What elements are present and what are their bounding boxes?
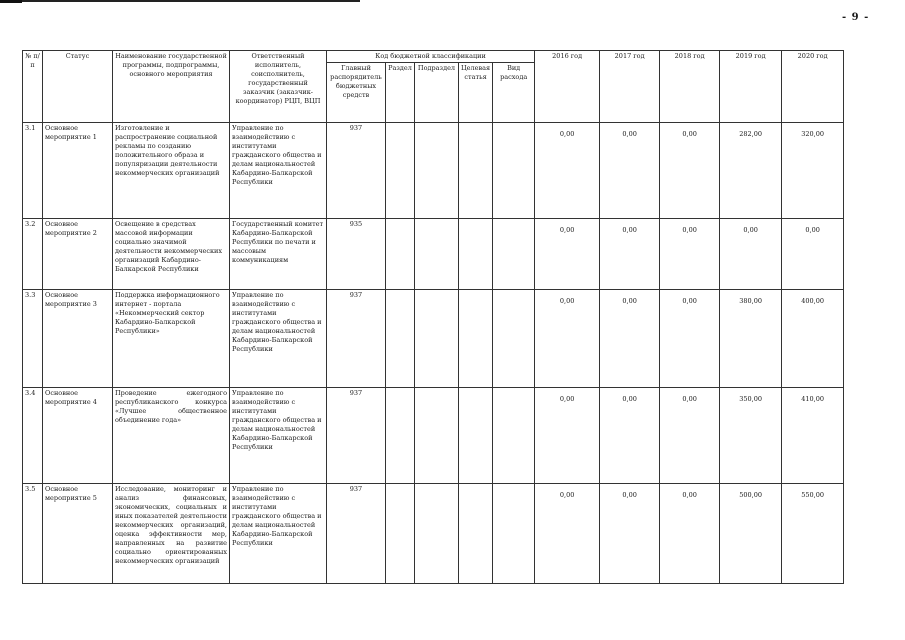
row-value-2018: 0,00 — [660, 290, 720, 388]
row-value-2020: 320,00 — [782, 123, 844, 219]
row-grbs: 937 — [327, 290, 386, 388]
row-num: 3.5 — [23, 484, 43, 584]
row-target — [459, 123, 493, 219]
row-responsible: Управление по взаимодействию с институтами гражданского общества и делам национальностей Кабардино-Балкарской Республики — [230, 123, 327, 219]
row-grbs: 935 — [327, 219, 386, 290]
row-responsible: Государственный комитет Кабардино-Балкарской Республики по печати и массовым коммуникациям — [230, 219, 327, 290]
budget-table — [22, 50, 844, 584]
table-row — [23, 484, 844, 584]
row-status: Основное мероприятие 2 — [43, 219, 113, 290]
row-value-2016: 0,00 — [535, 290, 600, 388]
row-value-2016: 0,00 — [535, 388, 600, 484]
row-value-2016: 0,00 — [535, 484, 600, 584]
header-name: Наименование государственной программы, подпрограммы, основного мероприятия — [113, 51, 230, 123]
row-expense — [493, 219, 535, 290]
row-grbs: 937 — [327, 484, 386, 584]
row-num: 3.3 — [23, 290, 43, 388]
row-value-2020: 400,00 — [782, 290, 844, 388]
scan-edge-line — [0, 0, 360, 2]
row-responsible: Управление по взаимодействию с институтами гражданского общества и делам национальностей Кабардино-Балкарской Республики — [230, 388, 327, 484]
row-name: Исследование, мониторинг и анализ финансовых, экономических, социальных и иных показателей деятельности некоммерческих организаций, оценка эффективности мер, направленных на развитие социально ориентированных некоммерческих организаций — [113, 484, 230, 584]
row-status: Основное мероприятие 3 — [43, 290, 113, 388]
row-value-2017: 0,00 — [600, 290, 660, 388]
row-subsection — [415, 388, 459, 484]
row-responsible: Управление по взаимодействию с институтами гражданского общества и делам национальностей Кабардино-Балкарской Республики — [230, 290, 327, 388]
row-grbs: 937 — [327, 388, 386, 484]
header-expense: Вид расхода — [493, 63, 535, 123]
row-status: Основное мероприятие 5 — [43, 484, 113, 584]
header-year-2018: 2018 год — [660, 51, 720, 123]
header-responsible: Ответственный исполнитель, соисполнитель, государственный заказчик (заказчик-координатор) РЦП, ВЦП — [230, 51, 327, 123]
table-row — [23, 123, 844, 219]
scan-edge-mark — [0, 0, 22, 3]
row-value-2020: 410,00 — [782, 388, 844, 484]
row-value-2018: 0,00 — [660, 484, 720, 584]
row-num: 3.2 — [23, 219, 43, 290]
row-section — [386, 484, 415, 584]
row-value-2020: 0,00 — [782, 219, 844, 290]
row-expense — [493, 123, 535, 219]
row-responsible: Управление по взаимодействию с институтами гражданского общества и делам национальностей Кабардино-Балкарской Республики — [230, 484, 327, 584]
row-value-2019: 380,00 — [720, 290, 782, 388]
row-value-2017: 0,00 — [600, 123, 660, 219]
header-section: Раздел — [386, 63, 415, 123]
page-number: - 9 - — [842, 12, 870, 23]
header-year-2017: 2017 год — [600, 51, 660, 123]
row-status: Основное мероприятие 4 — [43, 388, 113, 484]
row-section — [386, 123, 415, 219]
row-name: Проведение ежегодного республиканского конкурса «Лучшее общественное объединение года» — [113, 388, 230, 484]
row-name: Освещение в средствах массовой информации социально значимой деятельности некоммерческих организаций Кабардино-Балкарской Республики — [113, 219, 230, 290]
row-subsection — [415, 123, 459, 219]
row-target — [459, 484, 493, 584]
header-target: Целевая статья — [459, 63, 493, 123]
row-subsection — [415, 484, 459, 584]
row-value-2019: 282,00 — [720, 123, 782, 219]
row-expense — [493, 388, 535, 484]
row-section — [386, 219, 415, 290]
row-status: Основное мероприятие 1 — [43, 123, 113, 219]
row-name: Изготовление и распространение социальной рекламы по созданию положительного образа и популяризации деятельности некоммерческих организаций — [113, 123, 230, 219]
row-value-2017: 0,00 — [600, 388, 660, 484]
header-num: № п/п — [23, 51, 43, 123]
row-section — [386, 388, 415, 484]
header-budget-group: Код бюджетной классификации — [327, 51, 535, 63]
row-value-2018: 0,00 — [660, 219, 720, 290]
header-year-2020: 2020 год — [782, 51, 844, 123]
header-year-2019: 2019 год — [720, 51, 782, 123]
row-value-2019: 500,00 — [720, 484, 782, 584]
row-value-2017: 0,00 — [600, 484, 660, 584]
row-target — [459, 219, 493, 290]
row-value-2018: 0,00 — [660, 123, 720, 219]
table-row — [23, 219, 844, 290]
row-target — [459, 388, 493, 484]
header-year-2016: 2016 год — [535, 51, 600, 123]
row-section — [386, 290, 415, 388]
table-row — [23, 290, 844, 388]
header-subsection: Подраздел — [415, 63, 459, 123]
row-subsection — [415, 290, 459, 388]
row-value-2017: 0,00 — [600, 219, 660, 290]
row-value-2018: 0,00 — [660, 388, 720, 484]
row-value-2019: 350,00 — [720, 388, 782, 484]
row-name: Поддержка информационного интернет - портала «Некоммерческий сектор Кабардино-Балкарской Республики» — [113, 290, 230, 388]
table-row — [23, 388, 844, 484]
row-value-2016: 0,00 — [535, 219, 600, 290]
row-value-2020: 550,00 — [782, 484, 844, 584]
row-grbs: 937 — [327, 123, 386, 219]
row-subsection — [415, 219, 459, 290]
row-expense — [493, 290, 535, 388]
header-grbs: Главный распорядитель бюджетных средств — [327, 63, 386, 123]
row-value-2016: 0,00 — [535, 123, 600, 219]
row-expense — [493, 484, 535, 584]
row-num: 3.4 — [23, 388, 43, 484]
row-num: 3.1 — [23, 123, 43, 219]
row-value-2019: 0,00 — [720, 219, 782, 290]
row-target — [459, 290, 493, 388]
header-status: Статус — [43, 51, 113, 123]
